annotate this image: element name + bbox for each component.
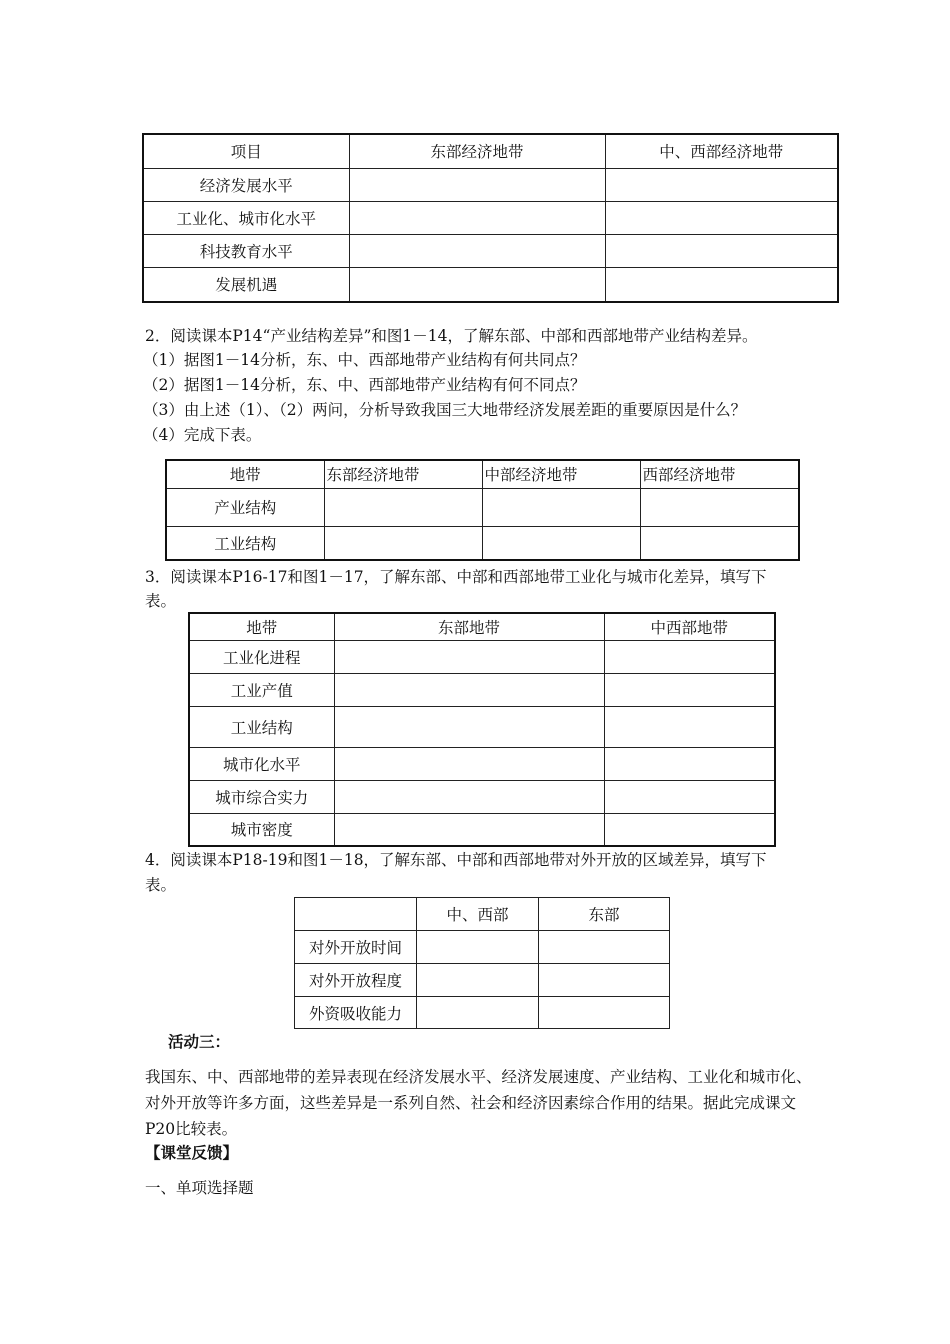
question-2-item: （4）完成下表。 (143, 426, 262, 444)
blank-cell[interactable] (417, 931, 539, 964)
table-row (143, 201, 838, 234)
table-opening-up (294, 897, 670, 1029)
table-industrialization-urbanization (188, 612, 776, 847)
blank-cell[interactable] (417, 964, 539, 997)
header-cell: 东部地带 (334, 613, 604, 640)
row-label: 对外开放程度 (295, 964, 417, 997)
blank-cell[interactable] (604, 813, 775, 846)
row-label: 工业产值 (189, 673, 334, 706)
header-cell: 东部经济地带 (349, 134, 605, 168)
question-2-item: （2）据图1－14分析，东、中、西部地带产业结构有何不同点？ (143, 376, 586, 394)
blank-cell[interactable] (539, 931, 670, 964)
row-label: 工业化进程 (189, 640, 334, 673)
table-row (189, 706, 775, 747)
blank-cell[interactable] (605, 168, 838, 201)
table-row (143, 267, 838, 302)
table-row (189, 780, 775, 813)
blank-cell[interactable] (539, 964, 670, 997)
table-header-row (166, 460, 799, 488)
row-label: 对外开放时间 (295, 931, 417, 964)
header-cell: 中、西部 (417, 898, 539, 931)
blank-cell[interactable] (324, 488, 482, 526)
row-label: 外资吸收能力 (295, 997, 417, 1029)
blank-cell[interactable] (604, 640, 775, 673)
table-row (166, 488, 799, 526)
blank-cell[interactable] (349, 234, 605, 267)
header-cell (295, 898, 417, 931)
row-label: 城市综合实力 (189, 780, 334, 813)
blank-cell[interactable] (482, 488, 640, 526)
blank-cell[interactable] (604, 673, 775, 706)
row-label: 产业结构 (166, 488, 324, 526)
table-regional-comparison (142, 133, 839, 303)
header-cell: 中西部地带 (604, 613, 775, 640)
blank-cell[interactable] (334, 747, 604, 780)
row-label: 城市化水平 (189, 747, 334, 780)
table-row (189, 813, 775, 846)
table-header-row (189, 613, 775, 640)
activity-3-title: 活动三： (168, 1032, 231, 1051)
blank-cell[interactable] (605, 201, 838, 234)
blank-cell[interactable] (334, 813, 604, 846)
blank-cell[interactable] (482, 526, 640, 560)
row-label: 工业结构 (166, 526, 324, 560)
question-4-line2: 表。 (145, 876, 177, 894)
header-cell: 中部经济地带 (482, 460, 640, 488)
blank-cell[interactable] (349, 267, 605, 302)
section-single-choice: 一、单项选择题 (145, 1179, 254, 1197)
row-label: 经济发展水平 (143, 168, 349, 201)
blank-cell[interactable] (605, 234, 838, 267)
table-row (295, 997, 670, 1029)
table-row (166, 526, 799, 560)
blank-cell[interactable] (334, 780, 604, 813)
blank-cell[interactable] (334, 673, 604, 706)
table-row (189, 640, 775, 673)
header-cell: 中、西部经济地带 (605, 134, 838, 168)
question-2-intro: 2．阅读课本P14“产业结构差异”和图1－14，了解东部、中部和西部地带产业结构差异。 (145, 327, 758, 345)
header-cell: 西部经济地带 (640, 460, 799, 488)
blank-cell[interactable] (539, 997, 670, 1029)
blank-cell[interactable] (349, 168, 605, 201)
blank-cell[interactable] (640, 488, 799, 526)
header-cell: 项目 (143, 134, 349, 168)
row-label: 发展机遇 (143, 267, 349, 302)
question-3-line1: 3．阅读课本P16-17和图1－17，了解东部、中部和西部地带工业化与城市化差异，填写下 (145, 568, 767, 586)
table-row (295, 964, 670, 997)
blank-cell[interactable] (640, 526, 799, 560)
blank-cell[interactable] (605, 267, 838, 302)
table-row (295, 931, 670, 964)
blank-cell[interactable] (604, 747, 775, 780)
row-label: 工业化、城市化水平 (143, 201, 349, 234)
feedback-title: 【课堂反馈】 (145, 1143, 239, 1162)
table-row (189, 747, 775, 780)
activity-3-text: 我国东、中、西部地带的差异表现在经济发展水平、经济发展速度、产业结构、工业化和城市化、对外开放等许多方面，这些差异是一系列自然、社会和经济因素综合作用的结果。据此完成课文P20比较表。 (145, 1068, 812, 1138)
table-row (143, 234, 838, 267)
header-cell: 东部经济地带 (324, 460, 482, 488)
table-header-row (143, 134, 838, 168)
blank-cell[interactable] (324, 526, 482, 560)
blank-cell[interactable] (417, 997, 539, 1029)
header-cell: 地带 (189, 613, 334, 640)
question-3-line2: 表。 (145, 592, 177, 610)
blank-cell[interactable] (349, 201, 605, 234)
header-cell: 东部 (539, 898, 670, 931)
blank-cell[interactable] (334, 640, 604, 673)
table-row (143, 168, 838, 201)
header-cell: 地带 (166, 460, 324, 488)
question-2-item: （1）据图1－14分析，东、中、西部地带产业结构有何共同点？ (143, 351, 586, 369)
table-industry-structure (165, 459, 800, 561)
blank-cell[interactable] (334, 706, 604, 747)
question-2-item: （3）由上述（1）、（2）两问，分析导致我国三大地带经济发展差距的重要原因是什么？ (143, 401, 747, 419)
table-row (189, 673, 775, 706)
row-label: 工业结构 (189, 706, 334, 747)
blank-cell[interactable] (604, 780, 775, 813)
question-4-line1: 4．阅读课本P18-19和图1－18，了解东部、中部和西部地带对外开放的区域差异，填写下 (145, 851, 767, 869)
blank-cell[interactable] (604, 706, 775, 747)
table-header-row (295, 898, 670, 931)
row-label: 城市密度 (189, 813, 334, 846)
row-label: 科技教育水平 (143, 234, 349, 267)
